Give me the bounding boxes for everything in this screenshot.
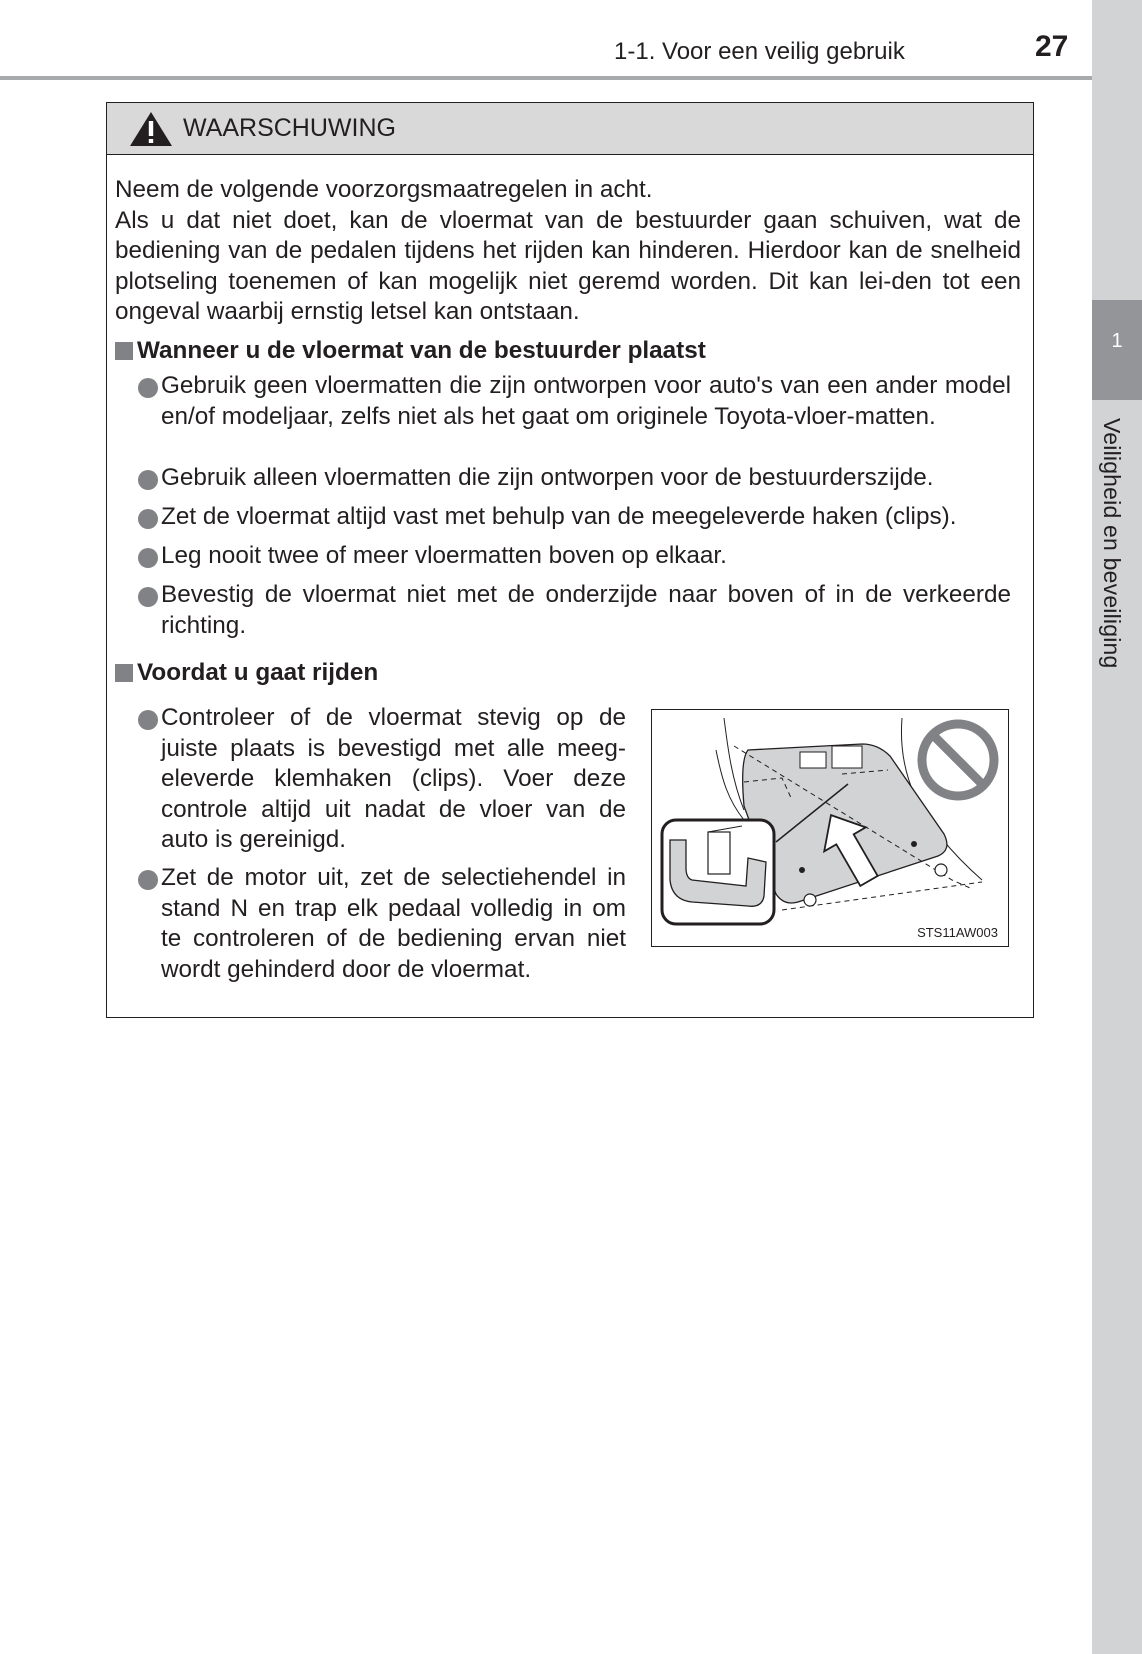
bullet-dot-icon — [138, 470, 158, 490]
list-item-text: Zet de motor uit, zet de selectiehendel in stand N en trap elk pedaal volledig in om te controleren of de bediening ervan niet wordt gehinderd door de vloermat. — [161, 864, 626, 983]
inset-detail — [662, 820, 774, 924]
bullet-dot-icon — [138, 509, 158, 529]
list-item-text: Gebruik geen vloermatten die zijn ontworpen voor auto's van een ander model en/of modeljaar, zelfs niet als het gaat om originele Toyota-vloer-matten. — [161, 372, 1011, 430]
list-item-text: Zet de vloermat altijd vast met behulp van de meegeleverde haken (clips). — [161, 503, 957, 530]
list-item — [138, 703, 626, 856]
warning-triangle-icon — [129, 111, 173, 147]
chapter-tab-label: Veiligheid en beveiliging — [1099, 418, 1125, 669]
page-number: 27 — [1035, 30, 1069, 63]
pedal-shape — [800, 752, 826, 768]
prohibition-icon — [922, 724, 994, 796]
chapter-tab-number: 1 — [1111, 330, 1123, 352]
side-strip — [1092, 0, 1142, 1654]
warning-intro-text: Neem de volgende voorzorgsmaatregelen in acht. Als u dat niet doet, kan de vloermat van de bestuurder gaan schuiven, wat de bediening van de pedalen tijdens het rijden kan hinderen. Hierdoor kan de snelheid plotseling toenemen of kan mogelijk niet geremd worden. Dit kan lei-den tot een ongeval waarbij ernstig letsel kan ontstaan. — [115, 176, 1021, 325]
bullet-dot-icon — [138, 378, 158, 398]
section-heading-placing-mat — [115, 337, 706, 365]
warning-header — [107, 103, 1033, 155]
bullet-dot-icon — [138, 587, 158, 607]
list-item — [138, 541, 1011, 572]
list-item-text: Controleer of de vloermat stevig op de juiste plaats is bevestigd met alle meeg-eleverde klemhaken (clips). Voer deze controle altijd uit nadat de vloer van de auto is gereinigd. — [161, 704, 626, 853]
section-heading-before-driving — [115, 659, 378, 687]
bullet-dot-icon — [138, 870, 158, 890]
pedal-shape — [832, 746, 862, 768]
section-heading-text: Voordat u gaat rijden — [137, 659, 379, 686]
square-bullet-icon — [115, 664, 133, 682]
clip-icon — [935, 864, 947, 876]
clip-icon — [804, 894, 816, 906]
square-bullet-icon — [115, 342, 133, 360]
list-item-text: Bevestig de vloermat niet met de onderzijde naar boven of in de verkeerde richting. — [161, 581, 1011, 639]
bullet-dot-icon — [138, 548, 158, 568]
warning-title: WAARSCHUWING — [183, 114, 396, 142]
list-item-text: Gebruik alleen vloermatten die zijn ontworpen voor de bestuurderszijde. — [161, 464, 934, 491]
header-section-title: 1-1. Voor een veilig gebruik — [614, 38, 905, 65]
list-item — [138, 463, 1011, 494]
section-heading-text: Wanneer u de vloermat van de bestuurder plaatst — [137, 337, 706, 364]
floor-mat-illustration — [651, 709, 1009, 947]
list-item — [138, 502, 1011, 533]
figure-code: STS11AW003 — [917, 925, 998, 940]
warning-box — [106, 102, 1034, 1018]
warning-intro — [115, 175, 1021, 328]
list-item — [138, 371, 1011, 432]
header-divider — [0, 76, 1092, 80]
list-item — [138, 863, 626, 985]
list-item-text: Leg nooit twee of meer vloermatten boven op elkaar. — [161, 542, 727, 569]
floor-mat-drawing — [652, 710, 1008, 946]
bullet-dot-icon — [138, 710, 158, 730]
list-item — [138, 580, 1011, 641]
